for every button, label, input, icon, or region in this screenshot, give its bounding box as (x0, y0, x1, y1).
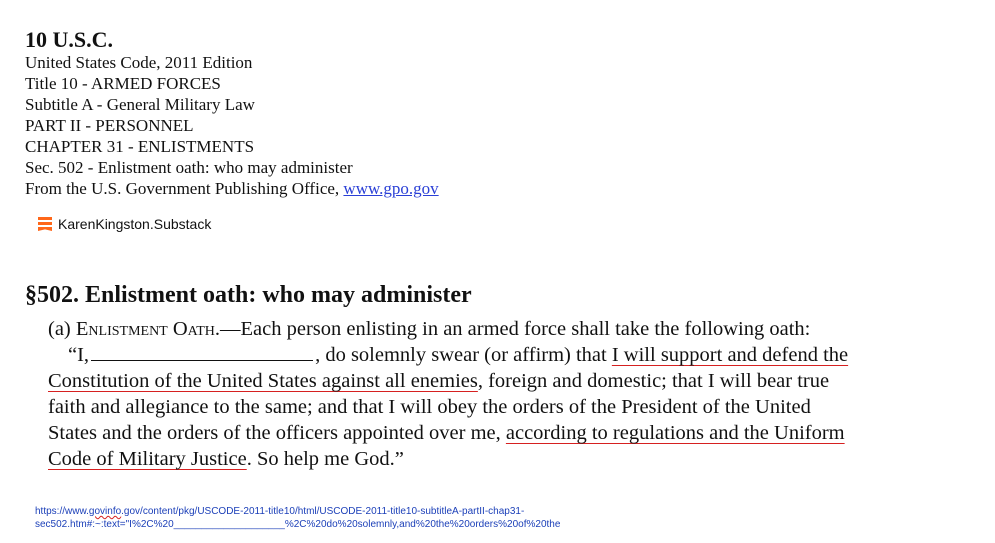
title-line: Title 10 - ARMED FORCES (25, 74, 221, 93)
substack-brand (38, 216, 211, 232)
subtitle-line: Subtitle A - General Military Law (25, 95, 255, 114)
gpo-link[interactable]: www.gpo.gov (343, 179, 439, 198)
oath-line-2: Constitution of the United States against all enemies, foreign and domestic; that I will bear true (48, 370, 830, 392)
section-line: Sec. 502 - Enlistment oath: who may administer (25, 158, 353, 177)
highlight-constitution: Constitution of the United States against all enemies (48, 370, 478, 392)
section-heading: §502. Enlistment oath: who may administer (25, 282, 472, 308)
source-url[interactable] (35, 505, 560, 531)
oath-line-5: Code of Military Justice. So help me God.” (48, 448, 404, 470)
spellcheck-word: govinfo (88, 506, 122, 517)
brand-name: KarenKingston.Substack (58, 216, 212, 232)
highlight-ucmj: Code of Military Justice (48, 448, 247, 470)
url-line-2: sec502.htm#:~:text="I%2C%20____________________%2C%20do%20solemnly,and%20the%20orders%20of%20the (35, 519, 561, 530)
code-title: 10 U.S.C. (25, 27, 114, 52)
document-header (25, 28, 725, 199)
chapter-line: CHAPTER 31 - ENLISTMENTS (25, 137, 255, 156)
oath-text (48, 316, 948, 472)
source-line (25, 178, 725, 199)
source-prefix: From the U.S. Government Publishing Office, (25, 179, 344, 198)
oath-line-4: States and the orders of the officers appointed over me, according to regulations and the Uniform (48, 422, 845, 444)
highlight-support-defend: I will support and defend the (611, 344, 849, 366)
subsection-heading: Enlistment Oath (75, 318, 215, 340)
part-line: PART II - PERSONNEL (25, 116, 194, 135)
url-line-1: https://www.govinfo.gov/content/pkg/USCODE-2011-title10/html/USCODE-2011-title10-subtitleA-partII-chap31- (35, 506, 525, 517)
oath-line-1: “I, , do solemnly swear (or affirm) that I will support and defend the (68, 344, 849, 366)
name-blank (91, 342, 313, 361)
subsection-a-line: (a) Enlistment Oath.—Each person enlisting in an armed force shall take the following oath: (48, 318, 811, 340)
highlight-regulations: according to regulations and the Uniform (505, 422, 845, 444)
oath-line-3: faith and allegiance to the same; and that I will obey the orders of the President of the United (48, 396, 811, 418)
substack-bookmark-icon (38, 217, 52, 231)
edition-line: United States Code, 2011 Edition (25, 53, 253, 72)
